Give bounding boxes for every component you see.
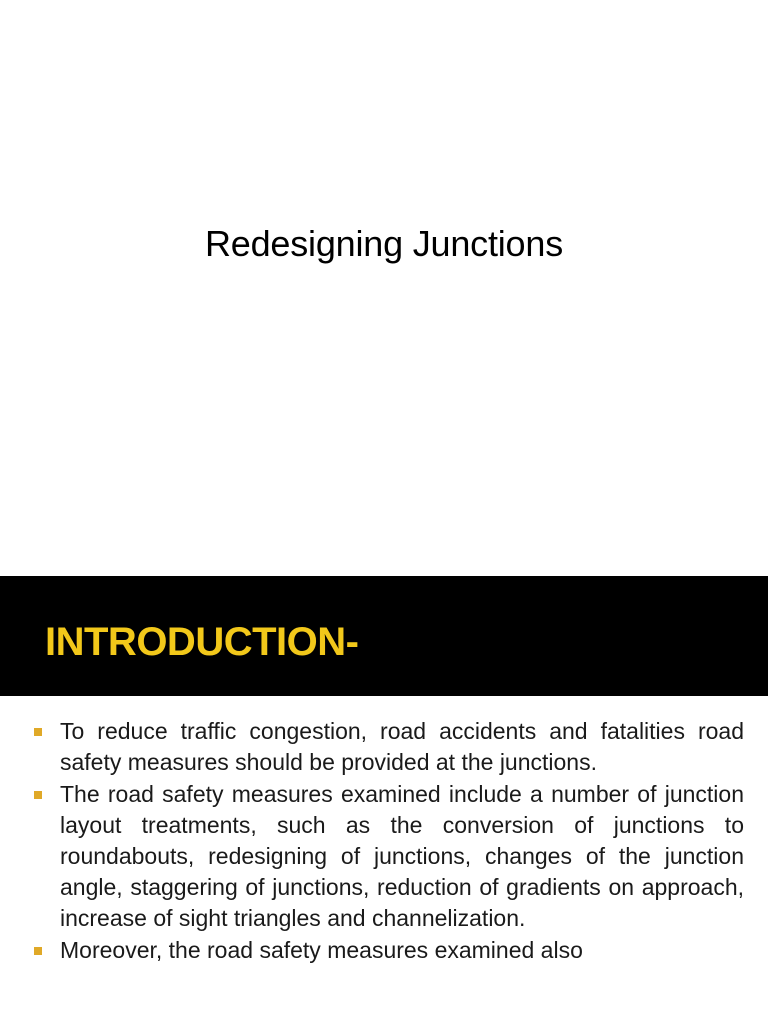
square-bullet-icon (34, 728, 42, 736)
bullet-item (32, 716, 744, 778)
square-bullet-icon (34, 791, 42, 799)
bullet-item (32, 935, 744, 966)
bullet-list (32, 716, 744, 967)
slide-title: Redesigning Junctions (204, 223, 564, 264)
introduction-slide (0, 576, 768, 1024)
bullet-text: To reduce traffic congestion, road accidents and fatalities road safety measures should be provided at the junctions. (60, 718, 744, 775)
bullet-item (32, 779, 744, 934)
bullet-text: The road safety measures examined include a number of junction layout treatments, such as the conversion of junctions to roundabouts, redesigning of junctions, changes of the junction angle, staggering of junctions, reduction of gradients on approach, increase of sight triangles and channelization. (60, 781, 744, 931)
slide-heading: INTRODUCTION- (45, 620, 359, 664)
square-bullet-icon (34, 947, 42, 955)
bullet-text: Moreover, the road safety measures examined also (60, 937, 583, 963)
slide-header-band (0, 576, 768, 696)
